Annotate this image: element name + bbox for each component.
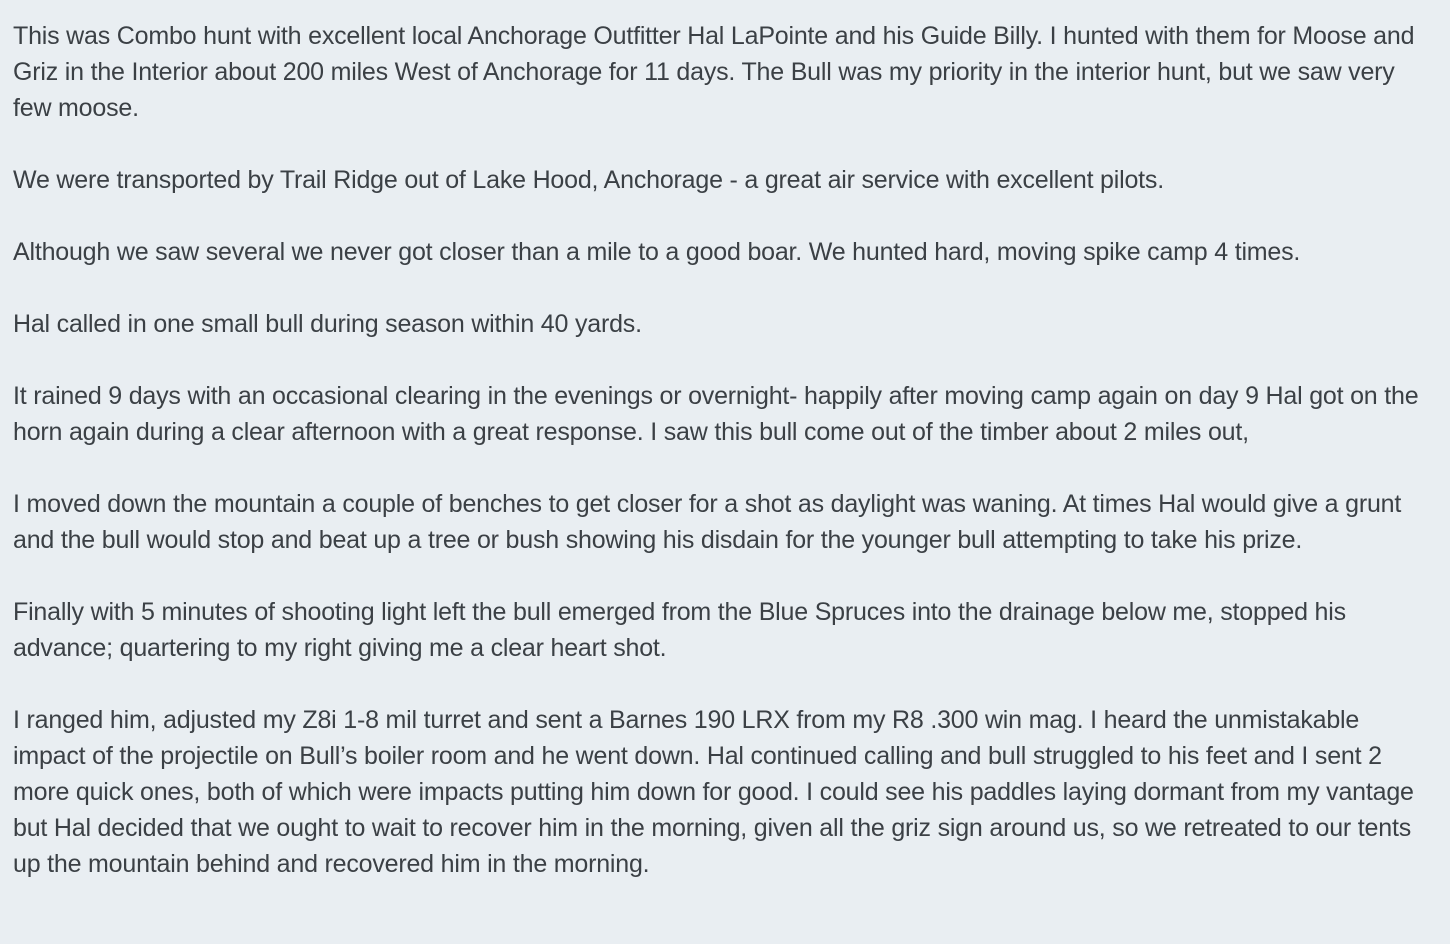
- story-paragraph-transport: We were transported by Trail Ridge out of Lake Hood, Anchorage - a great air service with excellent pilots.: [13, 166, 1164, 194]
- story-paragraph-boar: Although we saw several we never got closer than a mile to a good boar. We hunted hard, moving spike camp 4 times.: [13, 238, 1301, 266]
- story-paragraph-intro: This was Combo hunt with excellent local Anchorage Outfitter Hal LaPointe and his Guide Billy. I hunted with them for Moose and Griz in the Interior about 200 miles West of Anchorage for 11 days. The Bull was my priority in the interior hunt, but we saw very few moose.: [13, 22, 1415, 122]
- story-paragraph-shot-recovery: I ranged him, adjusted my Z8i 1-8 mil turret and sent a Barnes 190 LRX from my R8 .300 win mag. I heard the unmistakable impact of the projectile on Bull’s boiler room and he went down. Hal continued calling and bull struggled to his feet and I sent 2 more quick ones, both of which were impacts putting him down for good. I could see his paddles laying dormant from my vantage but Hal decided that we ought to wait to recover him in the morning, given all the griz sign around us, so we retreated to our tents up the mountain behind and recovered him in the morning.: [13, 706, 1414, 878]
- story-paragraph-shot-opportunity: Finally with 5 minutes of shooting light left the bull emerged from the Blue Spruces into the drainage below me, stopped his advance; quartering to my right giving me a clear heart shot.: [13, 598, 1346, 662]
- story-paragraph-rain: It rained 9 days with an occasional clearing in the evenings or overnight- happily after moving camp again on day 9 Hal got on the horn again during a clear afternoon with a great response. I saw this bull come out of the timber about 2 miles out,: [13, 382, 1419, 446]
- story-paragraph-small-bull: Hal called in one small bull during season within 40 yards.: [13, 310, 642, 338]
- story-paragraph-stalk: I moved down the mountain a couple of benches to get closer for a shot as daylight was waning. At times Hal would give a grunt and the bull would stop and beat up a tree or bush showing his disdain for the younger bull attempting to take his prize.: [13, 490, 1402, 554]
